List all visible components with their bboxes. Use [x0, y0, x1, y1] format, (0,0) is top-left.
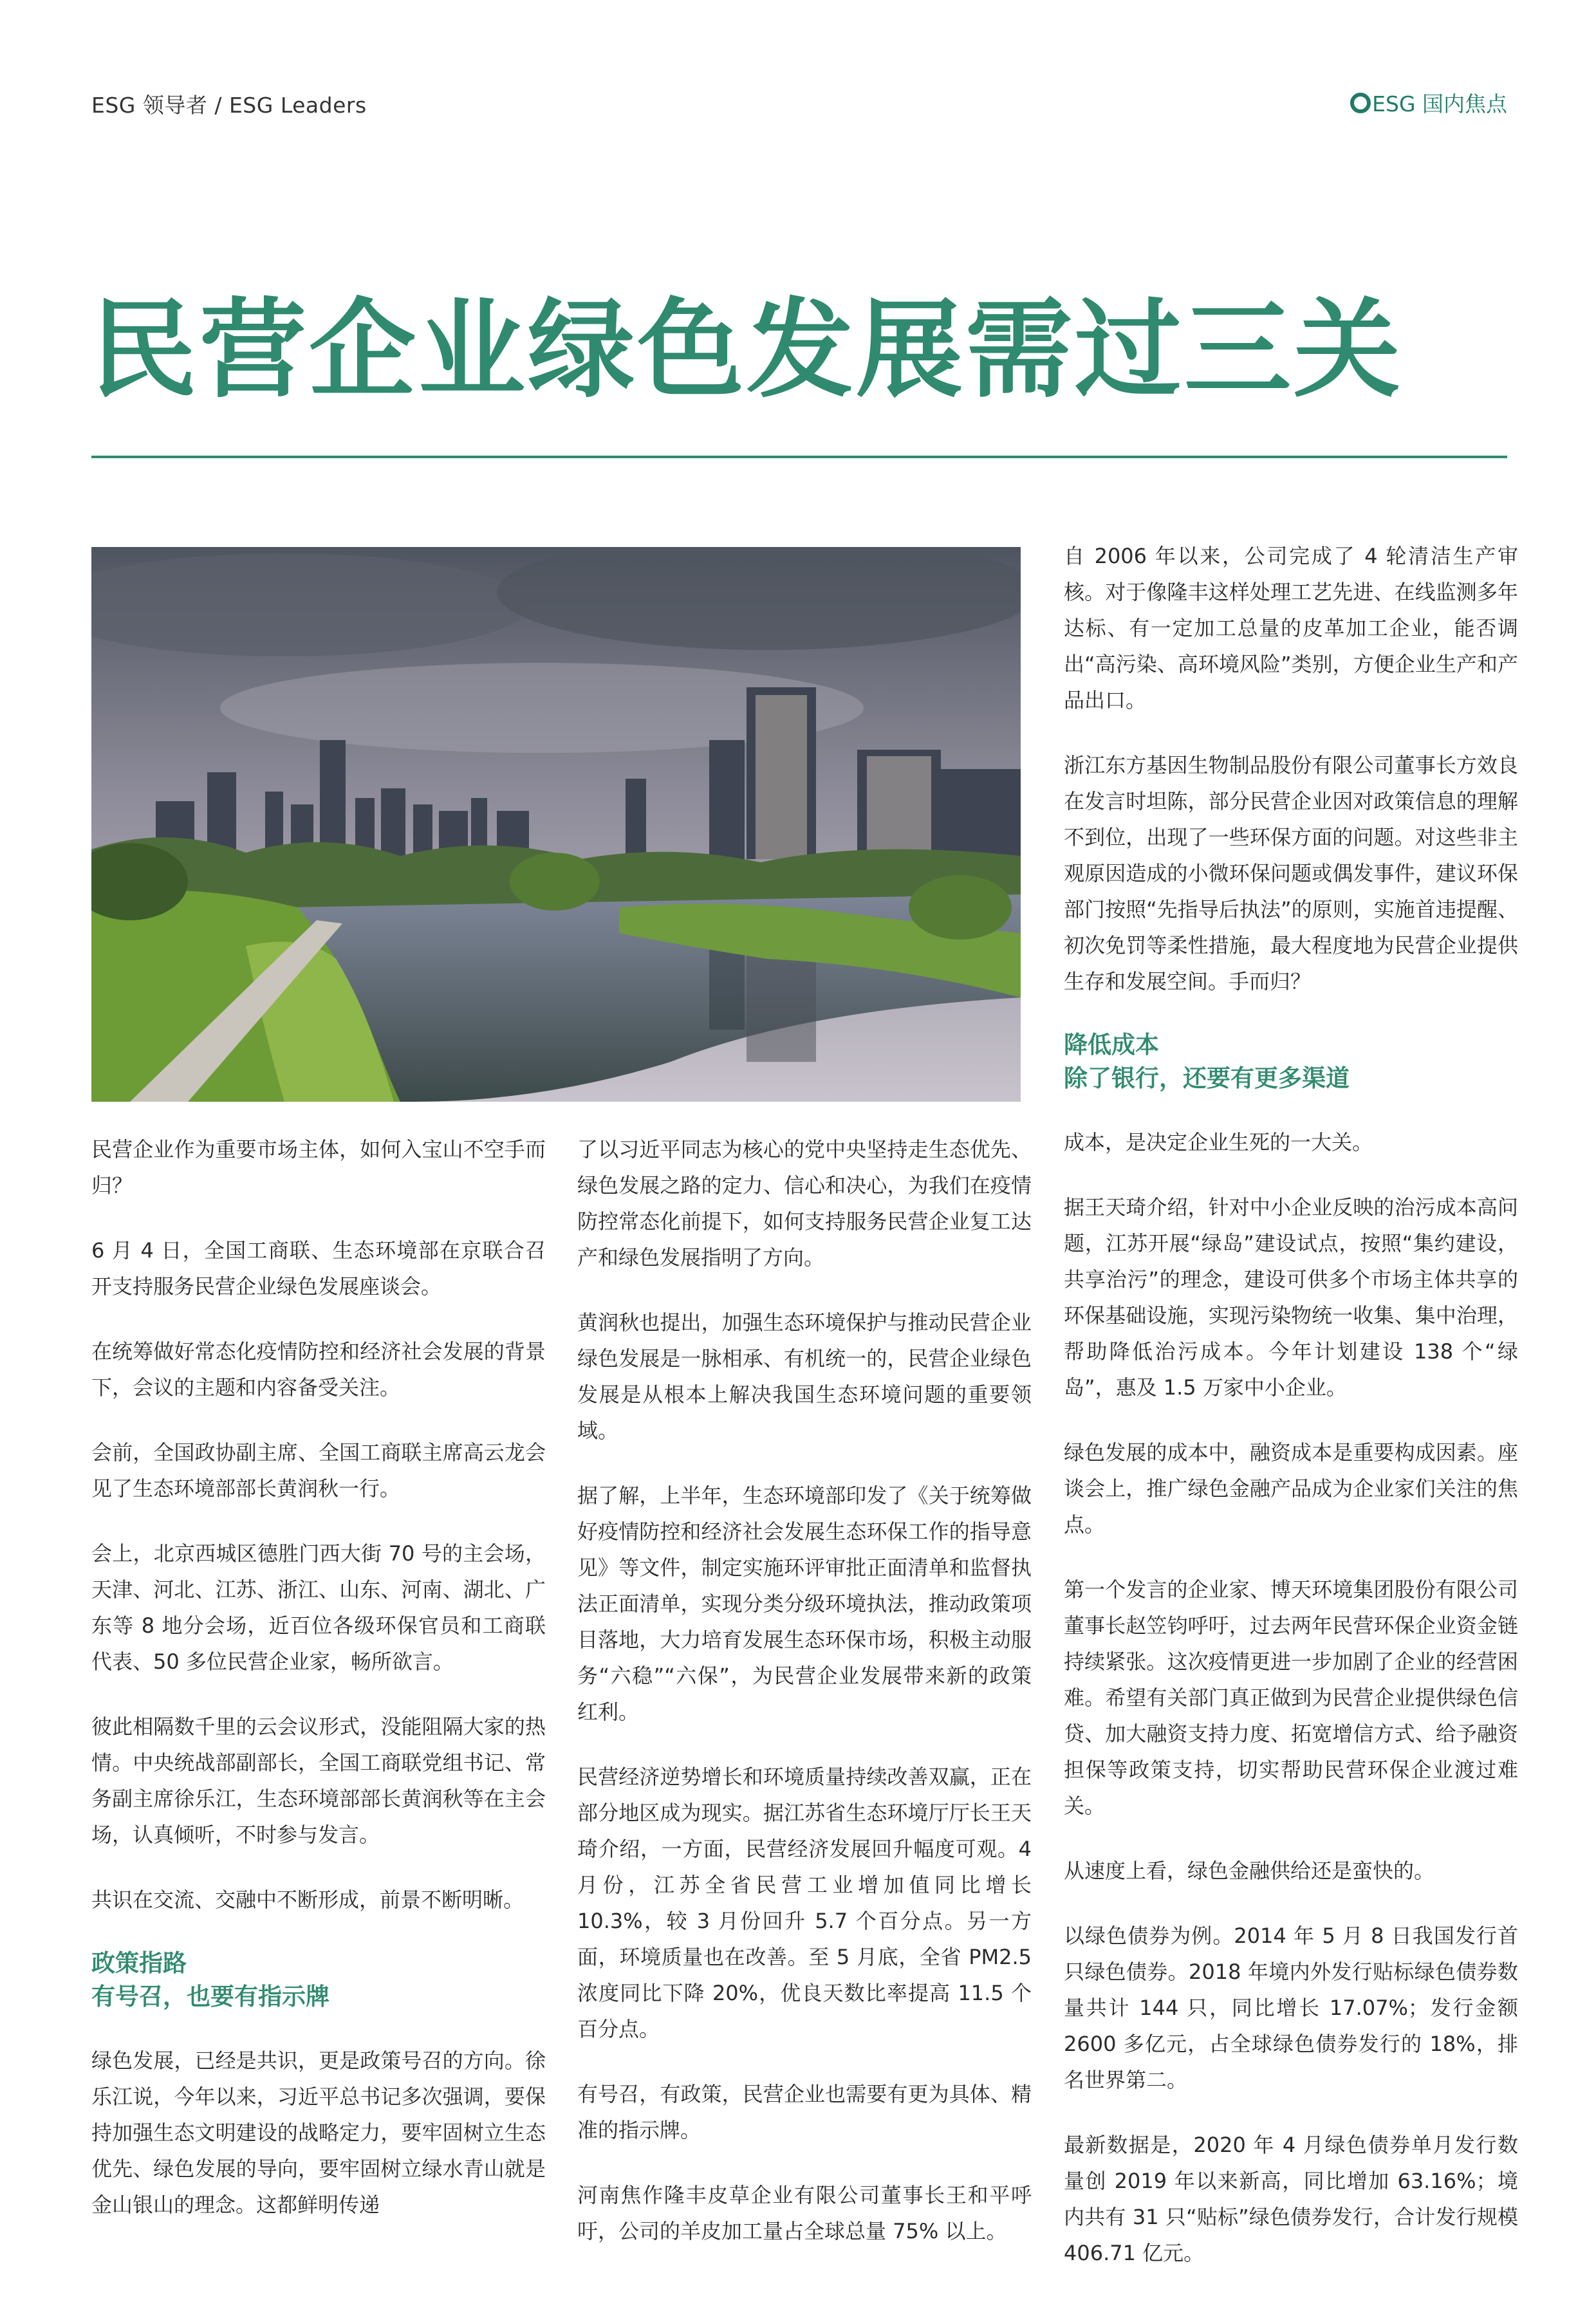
section-heading-line1: 政策指路 [91, 1949, 187, 1977]
column-3 [1064, 538, 1518, 2300]
paragraph: 第一个发言的企业家、博天环境集团股份有限公司董事长赵笠钧呼吁，过去两年民营环保企业资金链持续紧张。这次疫情更进一步加剧了企业的经营困难。希望有关部门真正做到为民营企业提供绿色信贷、加大融资支持力度、拓宽增信方式、给予融资担保等政策支持，切实帮助民营环保企业渡过难关。 [1064, 1577, 1518, 1818]
paragraph: 最新数据是，2020 年 4 月绿色债券单月发行数量创 2019 年以来新高，同比增加 63.16%；境内共有 31 只“贴标”绿色债券发行，合计发行规模 406.71 亿元。 [1064, 2133, 1518, 2265]
paragraph: 黄润秋也提出，加强生态环境保护与推动民营企业绿色发展是一脉相承、有机统一的，民营企业绿色发展是从根本上解决我国生态环境问题的重要领域。 [577, 1310, 1032, 1443]
paragraph: 据王天琦介绍，针对中小企业反映的治污成本高问题，江苏开展“绿岛”建设试点，按照“集约建设，共享治污”的理念，建设可供多个市场主体共享的环保基础设施，实现污染物统一收集、集中治理，帮助降低治污成本。今年计划建设 138 个“绿岛”，惠及 1.5 万家中小企业。 [1064, 1195, 1518, 1400]
paragraph: 了以习近平同志为核心的党中央坚持走生态优先、绿色发展之路的定力、信心和决心，为我们在疫情防控常态化前提下，如何支持服务民营企业复工达产和绿色发展指明了方向。 [577, 1137, 1032, 1270]
section-heading [91, 1947, 546, 2014]
paragraph: 会上，北京西城区德胜门西大街 70 号的主会场，天津、河北、江苏、浙江、山东、河南、湖北、广东等 8 地分会场，近百位各级环保官员和工商联代表、50 多位民营企业家，畅所欲言。 [91, 1541, 546, 1674]
paragraph: 成本，是决定企业生死的一大关。 [1064, 1130, 1373, 1155]
paragraph: 民营经济逆势增长和环境质量持续改善双赢，正在部分地区成为现实。据江苏省生态环境厅厅长王天琦介绍，一方面，民营经济发展回升幅度可观。4 月份，江苏全省民营工业增加值同比增长 10.3%，较 3 月份回升 5.7 个百分点。另一方面，环境质量也在改善。至 5 月底，全省 PM2.5 浓度同比下降 20%，优良天数比率提高 11.5 个百分点。 [577, 1765, 1032, 2041]
paragraph: 6 月 4 日，全国工商联、生态环境部在京联合召开支持服务民营企业绿色发展座谈会。 [91, 1238, 546, 1299]
running-header-left: ESG 领导者 / ESG Leaders [91, 93, 367, 118]
paragraph: 在统筹做好常态化疫情防控和经济社会发展的背景下，会议的主题和内容备受关注。 [91, 1339, 546, 1400]
paragraph: 民营企业作为重要市场主体，如何入宝山不空手而归？ [91, 1137, 546, 1198]
section-heading [1064, 1028, 1518, 1095]
article-title: 民营企业绿色发展需过三关 [90, 288, 1403, 413]
paragraph: 浙江东方基因生物制品股份有限公司董事长方效良在发言时坦陈，部分民营企业因对政策信息的理解不到位，出现了一些环保方面的问题。对这些非主观原因造成的小微环保问题或偶发事件，建议环保部门按照“先指导后执法”的原则，实施首违提醒、初次免罚等柔性措施，最大程度地为民营企业提供生存和发展空间。手而归？ [1064, 753, 1518, 994]
paragraph: 会前，全国政协副主席、全国工商联主席高云龙会见了生态环境部部长黄润秋一行。 [91, 1440, 546, 1501]
paragraph: 从速度上看，绿色金融供给还是蛮快的。 [1064, 1859, 1435, 1883]
title-divider [91, 456, 1507, 458]
paragraph: 以绿色债券为例。2014 年 5 月 8 日我国发行首只绿色债券。2018 年境内外发行贴标绿色债券数量共计 144 只，同比增长 17.07%；发行金额 2600 多亿元，占全球绿色债券发行的 18%，排名世界第二。 [1064, 1924, 1518, 2092]
section-heading-line1: 降低成本 [1064, 1031, 1159, 1059]
column-1 [91, 1131, 546, 2252]
section-label: ESG 国内焦点 [1372, 91, 1507, 116]
paragraph: 彼此相隔数千里的云会议形式，没能阻隔大家的热情。中央统战部副部长，全国工商联党组书记、常务副主席徐乐江，生态环境部部长黄润秋等在主会场，认真倾听，不时参与发言。 [91, 1714, 546, 1847]
city-park-skyline-photo [91, 547, 1021, 1102]
paragraph: 绿色发展的成本中，融资成本是重要构成因素。座谈会上，推广绿色金融产品成为企业家们关注的焦点。 [1064, 1440, 1518, 1537]
paragraph: 自 2006 年以来，公司完成了 4 轮清洁生产审核。对于像隆丰这样处理工艺先进、在线监测多年达标、有一定加工总量的皮革加工企业，能否调出“高污染、高环境风险”类别，方便企业生产和产品出口。 [1064, 544, 1518, 712]
paragraph: 河南焦作隆丰皮草企业有限公司董事长王和平呼吁，公司的羊皮加工量占全球总量 75% 以上。 [577, 2183, 1032, 2243]
paragraph: 绿色发展，已经是共识，更是政策号召的方向。徐乐江说，今年以来，习近平总书记多次强调，要保持加强生态文明建设的战略定力，要牢固树立生态优先、绿色发展的导向，要牢固树立绿水青山就是金山银山的理念。这都鲜明传递 [91, 2048, 546, 2217]
section-heading-line2: 有号召，也要有指示牌 [91, 1983, 329, 2010]
section-heading-line2: 除了银行，还要有更多渠道 [1064, 1064, 1350, 1092]
running-header-right [1350, 88, 1507, 118]
paragraph: 据了解，上半年，生态环境部印发了《关于统筹做好疫情防控和经济社会发展生态环保工作的指导意见》等文件，制定实施环评审批正面清单和监督执法正面清单，实现分类分级环境执法，推动政策项目落地，大力培育发展生态环保市场，积极主动服务“六稳”“六保”，为民营企业发展带来新的政策红利。 [577, 1483, 1032, 1724]
circle-icon [1350, 93, 1371, 113]
column-2 [577, 1131, 1032, 2278]
paragraph: 共识在交流、交融中不断形成，前景不断明晰。 [91, 1887, 524, 1912]
paragraph: 有号召，有政策，民营企业也需要有更为具体、精准的指示牌。 [577, 2082, 1032, 2142]
